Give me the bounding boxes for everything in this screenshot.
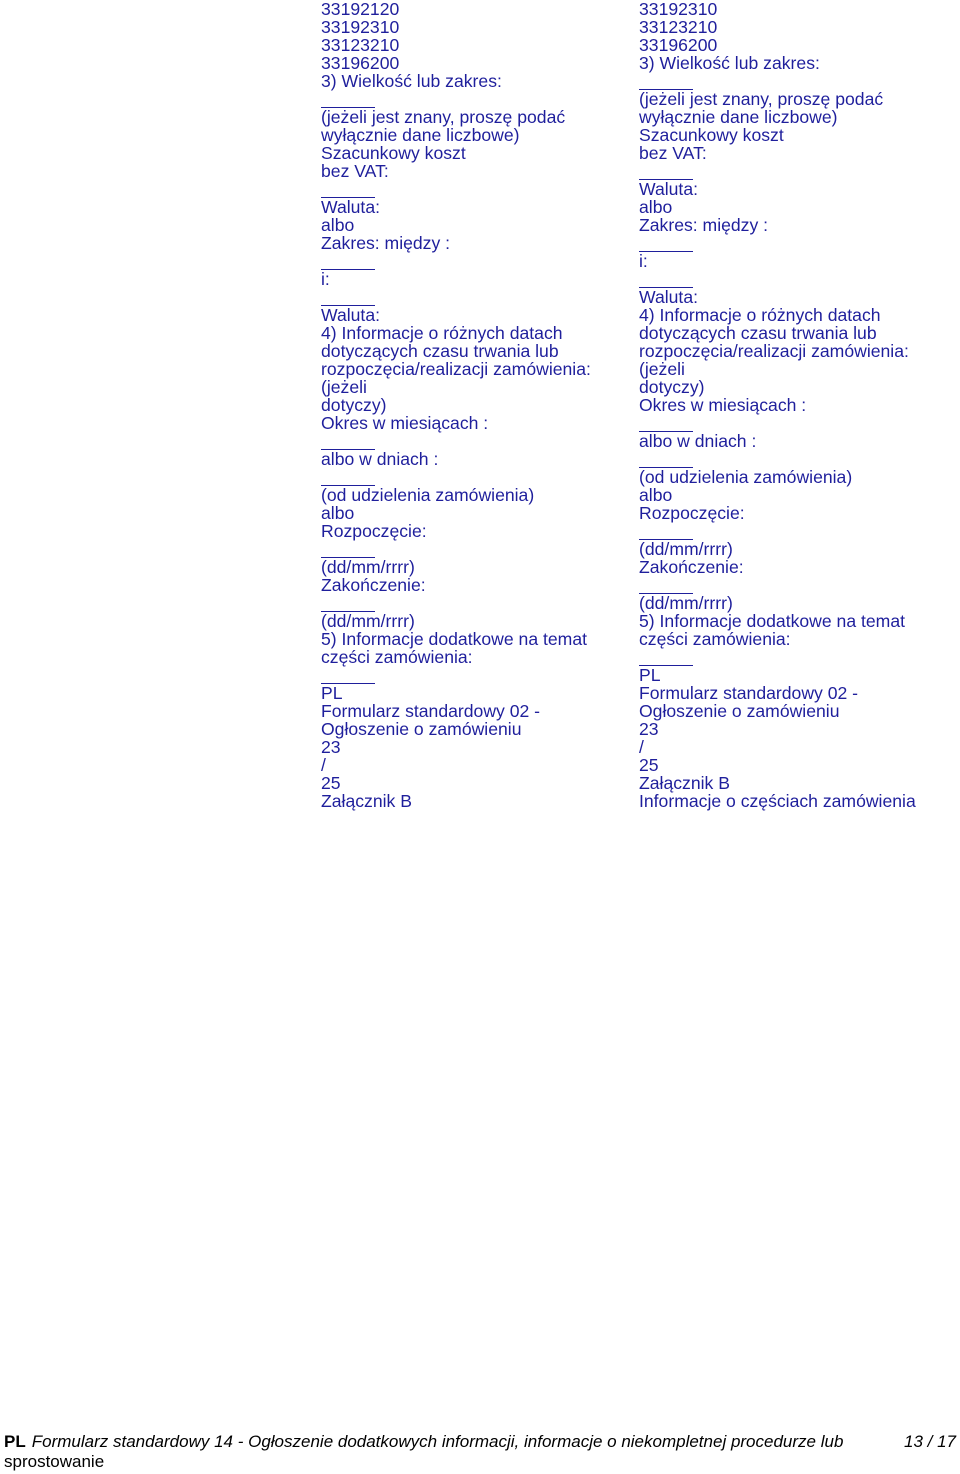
blank-underline: [321, 468, 375, 486]
blank-underline: [321, 288, 375, 306]
blank-field-line: [639, 234, 957, 252]
form-text-line: 33192120: [321, 0, 400, 19]
form-text-line: Zakończenie:: [321, 575, 426, 595]
blank-field-line: [321, 468, 621, 486]
blank-underline: [639, 414, 693, 432]
blank-underline: [321, 180, 375, 198]
form-text-line: części zamówienia:: [639, 629, 791, 649]
blank-field-line: [639, 72, 957, 90]
form-text-line: Zakończenie:: [639, 557, 744, 577]
form-text-line: Waluta:: [639, 287, 698, 307]
blank-underline: [321, 90, 375, 108]
form-text-line: wyłącznie dane liczbowe): [639, 107, 838, 127]
form-text-line: rozpoczęcia/realizacji zamówienia:: [639, 341, 909, 361]
left-form-column: [321, 0, 621, 810]
form-text-line: i:: [321, 269, 330, 289]
right-form-column: [639, 0, 957, 810]
form-text-line: 25: [639, 755, 659, 775]
blank-field-line: [639, 648, 957, 666]
form-text-line: 23: [321, 737, 341, 757]
form-text-line: 4) Informacje o różnych datach: [639, 305, 881, 325]
blank-field-line: [321, 666, 621, 684]
blank-underline: [639, 576, 693, 594]
form-text-line: Ogłoszenie o zamówieniu: [639, 701, 840, 721]
form-text-line: dotyczących czasu trwania lub: [639, 323, 877, 343]
blank-underline: [321, 252, 375, 270]
form-text-line: (dd/mm/rrrr): [321, 611, 415, 631]
form-text-line: Zakres: między :: [321, 233, 451, 253]
blank-field-line: [639, 270, 957, 288]
form-text-line: Okres w miesiącach :: [321, 413, 489, 433]
blank-field-line: [321, 432, 621, 450]
blank-underline: [639, 270, 693, 288]
form-text-line: dotyczących czasu trwania lub: [321, 341, 559, 361]
form-text-line: Rozpoczęcie:: [321, 521, 427, 541]
form-text-line: 3) Wielkość lub zakres:: [321, 71, 502, 91]
form-text-line: 33196200: [321, 53, 400, 73]
blank-field-line: [639, 162, 957, 180]
form-text-line: 33192310: [321, 17, 400, 37]
form-text-line: 33123210: [321, 35, 400, 55]
blank-field-line: [321, 288, 621, 306]
form-text-line: albo w dniach :: [639, 431, 757, 451]
form-text-line: Szacunkowy koszt: [321, 143, 466, 163]
blank-field-line: [321, 540, 621, 558]
form-text-line: albo: [639, 485, 673, 505]
blank-underline: [639, 648, 693, 666]
form-text-line: i:: [639, 251, 648, 271]
form-text-line: Okres w miesiącach :: [639, 395, 807, 415]
form-text-line: (od udzielenia zamówienia): [639, 467, 853, 487]
blank-underline: [321, 666, 375, 684]
form-text-line: bez VAT:: [639, 143, 707, 163]
form-text-line: (jeżeli: [321, 377, 367, 397]
blank-field-line: [639, 576, 957, 594]
form-text-line: (dd/mm/rrrr): [639, 593, 733, 613]
form-text-line: Załącznik B: [639, 773, 730, 793]
blank-field-line: [639, 522, 957, 540]
form-text-line: Załącznik B: [321, 791, 412, 811]
form-text-line: bez VAT:: [321, 161, 389, 181]
form-text-line: Informacje o częściach zamówienia: [639, 791, 916, 811]
footer-form-title-continued: sprostowanie: [4, 1452, 105, 1471]
form-text-line: albo w dniach :: [321, 449, 439, 469]
form-text-line: Ogłoszenie o zamówieniu: [321, 719, 522, 739]
form-text-line: 25: [321, 773, 341, 793]
blank-underline: [321, 432, 375, 450]
form-text-line: (dd/mm/rrrr): [321, 557, 415, 577]
form-text-line: Waluta:: [639, 179, 698, 199]
form-text-line: Zakres: między :: [639, 215, 769, 235]
form-text-line: Rozpoczęcie:: [639, 503, 745, 523]
page-footer: [4, 1432, 956, 1472]
form-text-line: dotyczy): [639, 377, 705, 397]
blank-field-line: [321, 180, 621, 198]
form-text-line: 3) Wielkość lub zakres:: [639, 53, 820, 73]
blank-underline: [639, 522, 693, 540]
blank-underline: [321, 594, 375, 612]
form-text-line: Formularz standardowy 02 -: [321, 701, 541, 721]
blank-field-line: [321, 594, 621, 612]
form-text-line: 33123210: [639, 17, 718, 37]
form-text-line: 5) Informacje dodatkowe na temat: [321, 629, 588, 649]
blank-underline: [639, 162, 693, 180]
blank-underline: [321, 540, 375, 558]
blank-field-line: [321, 90, 621, 108]
blank-field-line: [321, 252, 621, 270]
form-text-line: Szacunkowy koszt: [639, 125, 784, 145]
form-text-line: PL: [639, 665, 661, 685]
blank-field-line: [639, 414, 957, 432]
form-text-line: albo: [321, 215, 355, 235]
form-text-line: (dd/mm/rrrr): [639, 539, 733, 559]
form-text-line: Waluta:: [321, 305, 380, 325]
form-text-line: PL: [321, 683, 343, 703]
form-text-line: rozpoczęcia/realizacji zamówienia:: [321, 359, 591, 379]
form-text-line: wyłącznie dane liczbowe): [321, 125, 520, 145]
blank-underline: [639, 234, 693, 252]
form-text-line: 5) Informacje dodatkowe na temat: [639, 611, 906, 631]
form-text-line: albo: [639, 197, 673, 217]
footer-language-code: PL: [4, 1432, 26, 1451]
form-text-line: /: [639, 737, 644, 757]
blank-underline: [639, 450, 693, 468]
form-text-line: dotyczy): [321, 395, 387, 415]
form-text-line: (jeżeli jest znany, proszę podać: [321, 107, 566, 127]
page-number: 13 / 17: [904, 1432, 956, 1451]
blank-field-line: [639, 450, 957, 468]
form-text-line: albo: [321, 503, 355, 523]
footer-form-title: Formularz standardowy 14 - Ogłoszenie dodatkowych informacji, informacje o niekompletnej procedurze lub: [31, 1432, 844, 1451]
blank-underline: [639, 72, 693, 90]
form-text-line: (jeżeli: [639, 359, 685, 379]
form-text-line: Formularz standardowy 02 -: [639, 683, 859, 703]
form-text-line: (od udzielenia zamówienia): [321, 485, 535, 505]
form-text-line: 33196200: [639, 35, 718, 55]
form-text-line: Waluta:: [321, 197, 380, 217]
form-text-line: 33192310: [639, 0, 718, 19]
form-text-line: 23: [639, 719, 659, 739]
form-text-line: /: [321, 755, 326, 775]
form-text-line: (jeżeli jest znany, proszę podać: [639, 89, 884, 109]
form-text-line: części zamówienia:: [321, 647, 473, 667]
form-text-line: 4) Informacje o różnych datach: [321, 323, 563, 343]
